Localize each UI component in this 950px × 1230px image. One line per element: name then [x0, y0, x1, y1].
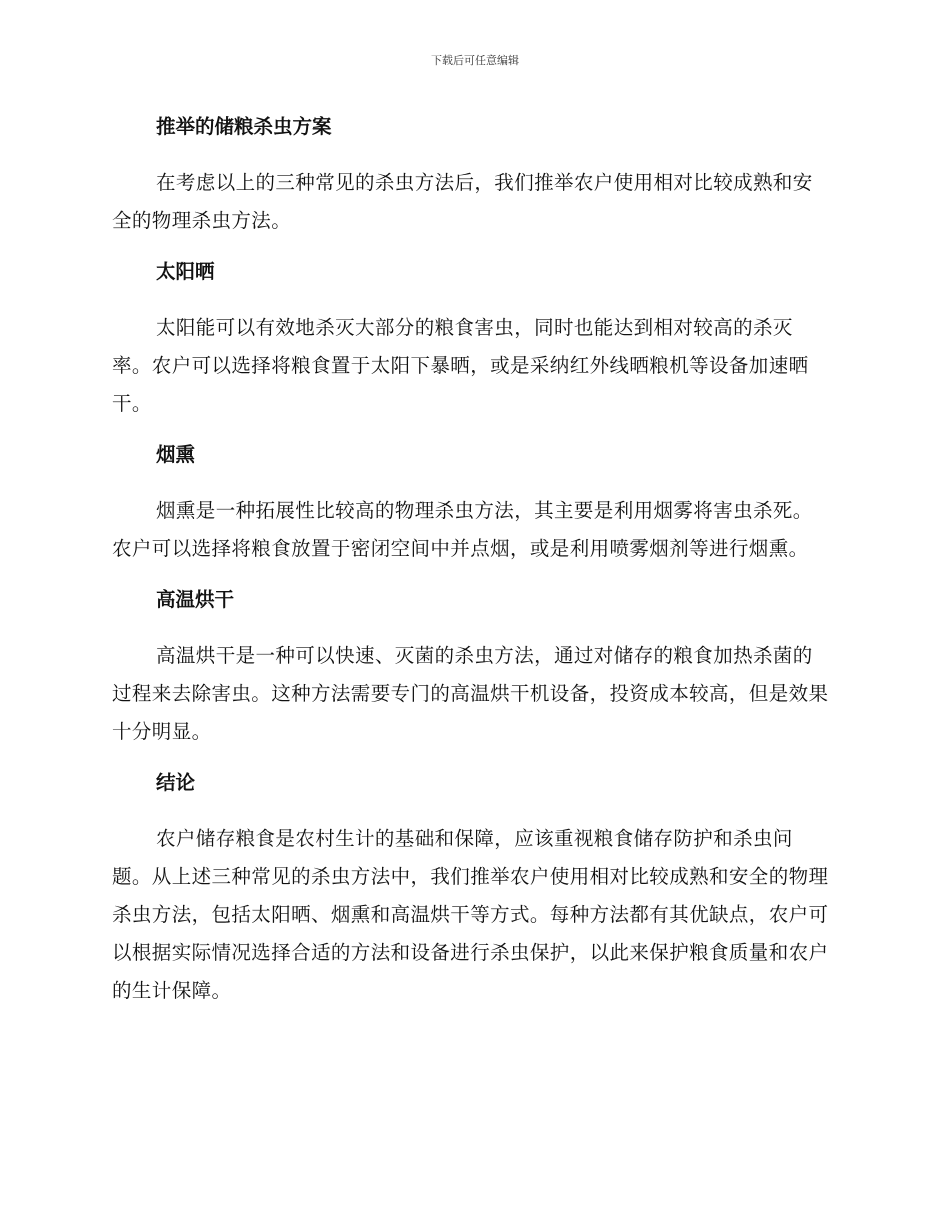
section-paragraph: 太阳能可以有效地杀灭大部分的粮食害虫，同时也能达到相对较高的杀灭率。农户可以选择将粮食置于太阳下暴晒，或是采纳红外线晒粮机等设备加速晒干。	[112, 316, 809, 415]
section-sun-drying	[112, 256, 832, 439]
section-high-temp-drying	[112, 584, 832, 767]
section-paragraph: 高温烘干是一种可以快速、灭菌的杀虫方法，通过对储存的粮食加热杀菌的过程来去除害虫。这种方法需要专门的高温烘干机设备，投资成本较高，但是效果十分明显。	[112, 644, 829, 743]
section-heading: 烟熏	[156, 443, 196, 466]
section-recommended-plan	[112, 111, 832, 256]
section-conclusion	[112, 767, 832, 1010]
section-heading: 太阳晒	[156, 260, 215, 283]
section-paragraph: 烟熏是一种拓展性比较高的物理杀虫方法，其主要是利用烟雾将害虫杀死。农户可以选择将粮食放置于密闭空间中并点烟，或是利用喷雾烟剂等进行烟熏。	[112, 499, 813, 560]
page-header-note: 下载后可任意编辑	[431, 54, 519, 67]
section-paragraph: 农户储存粮食是农村生计的基础和保障，应该重视粮食储存防护和杀虫问题。从上述三种常见的杀虫方法中，我们推举农户使用相对比较成熟和安全的物理杀虫方法，包括太阳晒、烟熏和高温烘干等方式。每种方法都有其优缺点，农户可以根据实际情况选择合适的方法和设备进行杀虫保护，以此来保护粮食质量和农户的生计保障。	[112, 827, 829, 1002]
section-paragraph: 在考虑以上的三种常见的杀虫方法后，我们推举农户使用相对比较成熟和安全的物理杀虫方法。	[112, 171, 813, 232]
document-body	[112, 111, 832, 1010]
section-heading: 结论	[156, 771, 196, 794]
section-heading: 推举的储粮杀虫方案	[156, 115, 332, 138]
section-smoking	[112, 439, 832, 584]
section-heading: 高温烘干	[156, 588, 235, 611]
